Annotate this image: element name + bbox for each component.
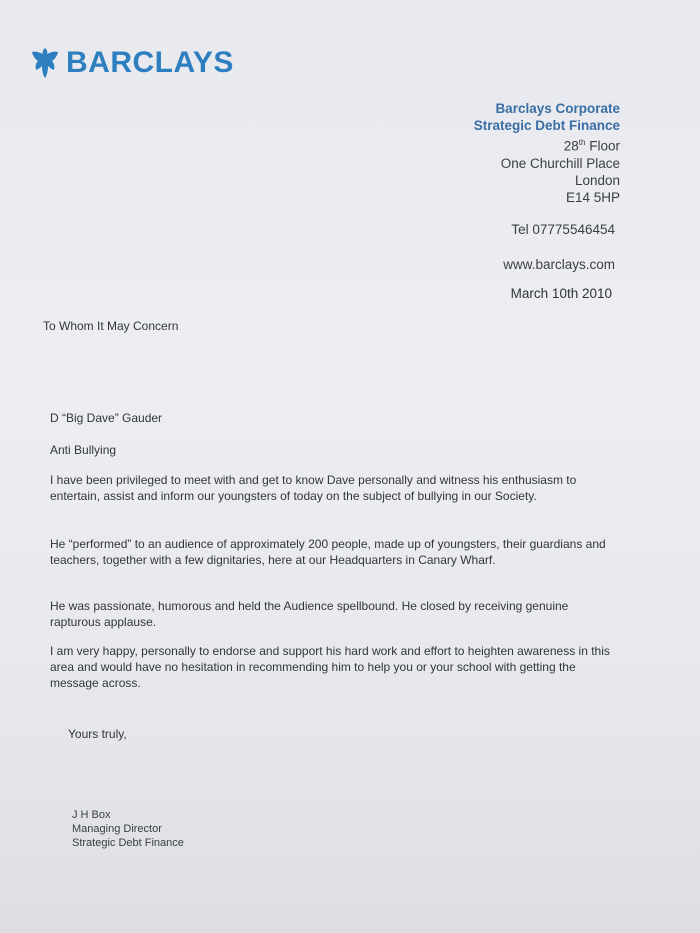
re-name: D “Big Dave” Gauder xyxy=(50,411,163,425)
floor-number: 28 xyxy=(563,138,579,154)
paragraph-4: I am very happy, personally to endorse and support his hard work and effort to heighten awareness in this area and would have no hesitation in recommending him to help you or your school with getting the message across. xyxy=(50,644,610,690)
company-name: Barclays Corporate xyxy=(495,101,620,116)
telephone: Tel 07775546454 xyxy=(511,222,615,237)
paragraph-3: He was passionate, humorous and held the Audience spellbound. He closed by receiving genuine rapturous applause. xyxy=(50,599,569,629)
floor-line xyxy=(474,134,620,155)
salutation: To Whom It May Concern xyxy=(43,319,179,333)
floor-word: Floor xyxy=(589,138,620,154)
signer-title: Managing Director xyxy=(72,823,162,835)
postcode-line: E14 5HP xyxy=(565,189,620,205)
sender-address xyxy=(474,100,620,206)
closing: Yours truly, xyxy=(68,727,127,741)
signer-name: J H Box xyxy=(72,809,111,821)
street-line: One Churchill Place xyxy=(500,155,620,171)
paragraph-1: I have been privileged to meet with and get to know Dave personally and witness his enthusiasm to entertain, assist and inform our youngsters of today on the subject of bullying in our Society. xyxy=(50,473,577,503)
division-name: Strategic Debt Finance xyxy=(473,118,620,133)
brand-name: BARCLAYS xyxy=(66,46,234,79)
re-subject: Anti Bullying xyxy=(50,443,117,457)
floor-suffix: th xyxy=(578,138,586,147)
city-line: London xyxy=(574,172,620,188)
barclays-logo xyxy=(30,46,234,80)
signature-block xyxy=(72,808,184,850)
letter-date: March 10th 2010 xyxy=(510,286,612,301)
website: www.barclays.com xyxy=(503,257,615,272)
paragraph-2: He “performed” to an audience of approximately 200 people, made up of youngsters, their guardians and teachers, together with a few dignitaries, here at our Headquarters in Canary Wharf. xyxy=(50,537,606,567)
eagle-icon xyxy=(30,46,60,80)
signer-division: Strategic Debt Finance xyxy=(72,837,184,849)
